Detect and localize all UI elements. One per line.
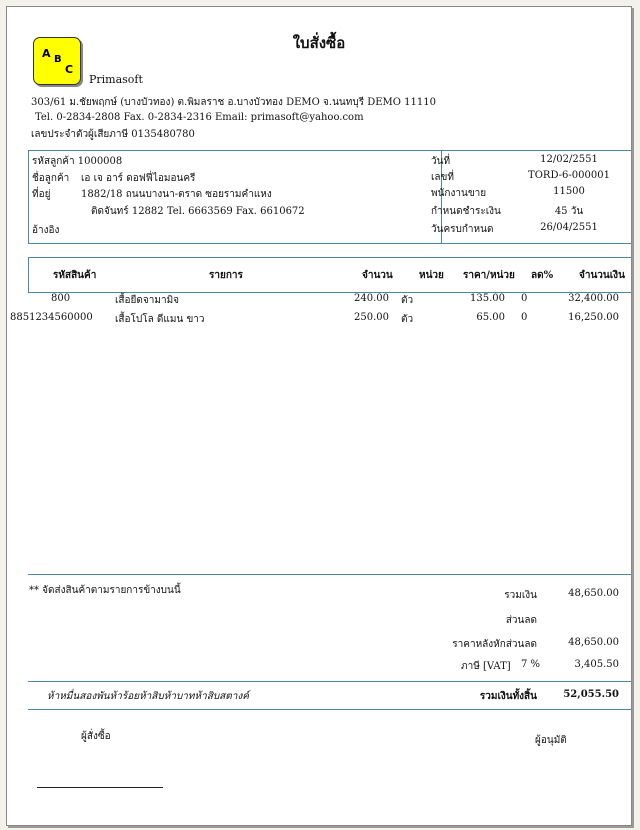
total-value: 48,650.00 [568, 588, 619, 599]
row-discount: 0 [521, 293, 528, 304]
signature-line [37, 787, 163, 788]
row-code: 800 [51, 293, 71, 304]
col-unit-price: ราคา/หน่วย [463, 270, 515, 281]
orderer-signature-label: ผู้สั่งซื้อ [81, 731, 111, 742]
summary-top-border [28, 574, 632, 575]
grand-total-label: รวมเงินทั้งสิ้น [479, 691, 537, 702]
customer-address-line1: 1882/18 ถนนบางนา-ตราด ซอยรามคำแหง [81, 189, 272, 200]
doc-number-value: TORD-6-000001 [528, 170, 610, 181]
doc-date-value: 12/02/2551 [540, 154, 598, 165]
salesperson-value: 11500 [553, 186, 585, 197]
col-discount: ลด% [531, 270, 554, 281]
customer-address-label: ที่อยู่ [32, 189, 51, 200]
col-product-code: รหัสสินค้า [53, 270, 97, 281]
payment-term-label: กำหนดชำระเงิน [431, 206, 501, 217]
reference-label: อ้างอิง [32, 225, 60, 236]
grand-total-top-border [28, 681, 632, 682]
vat-value: 3,405.50 [574, 659, 619, 670]
row-amount: 32,400.00 [568, 293, 619, 304]
row-amount: 16,250.00 [568, 312, 619, 323]
due-date-value: 26/04/2551 [540, 222, 598, 233]
table-row [7, 312, 631, 328]
salesperson-label: พนักงานขาย [431, 188, 487, 199]
vat-rate: 7 % [521, 659, 541, 670]
col-quantity: จำนวน [362, 270, 393, 281]
row-unit: ตัว [401, 295, 414, 306]
doc-number-label: เลขที่ [431, 172, 454, 183]
items-table-header [28, 257, 632, 293]
after-discount-value: 48,650.00 [568, 637, 619, 648]
doc-date-label: วันที่ [431, 156, 451, 167]
company-tax-id: เลขประจำตัวผู้เสียภาษี 0135480780 [31, 129, 195, 140]
logo-letter-b: B [54, 54, 62, 65]
row-price: 65.00 [476, 312, 505, 323]
col-description: รายการ [209, 270, 243, 281]
row-unit: ตัว [401, 314, 414, 325]
discount-label: ส่วนลด [505, 615, 537, 626]
customer-code: รหัสลูกค้า 1000008 [32, 156, 123, 167]
row-code: 8851234560000 [10, 312, 93, 323]
amount-in-words: ห้าหมื่นสองพันห้าร้อยห้าสิบห้าบาทห้าสิบสตางค์ [47, 691, 249, 702]
due-date-label: วันครบกำหนด [431, 224, 494, 235]
company-address: 303/61 ม.ชัยพฤกษ์ (บางบัวทอง) ต.พิมลราช อ.บางบัวทอง DEMO จ.นนทบุรี DEMO 11110 [31, 97, 436, 108]
delivery-note: ** จัดส่งสินค้าตามรายการข้างบนนี้ [29, 585, 181, 596]
row-price: 135.00 [470, 293, 505, 304]
logo-letter-a: A [42, 47, 51, 60]
col-unit: หน่วย [419, 270, 444, 281]
row-quantity: 240.00 [354, 293, 389, 304]
after-discount-label: ราคาหลังหักส่วนลด [452, 639, 537, 650]
row-quantity: 250.00 [354, 312, 389, 323]
grand-total-value: 52,055.50 [563, 689, 619, 700]
purchase-order-page [6, 6, 632, 826]
col-amount: จำนวนเงิน [579, 270, 625, 281]
customer-name-label: ชื่อลูกค้า [32, 173, 70, 184]
company-name: Primasoft [89, 73, 143, 86]
customer-info-box [28, 150, 632, 244]
company-logo [33, 37, 81, 85]
row-description: เสื้อยืดจามามิจ [115, 295, 180, 306]
customer-address-line2: ติดจันทร์ 12882 Tel. 6663569 Fax. 6610672 [91, 206, 305, 217]
document-title: ใบสั่งซื้อ [292, 34, 346, 52]
grand-total-bottom-border [28, 709, 632, 710]
logo-letter-c: C [65, 63, 74, 76]
payment-term-value: 45 วัน [554, 206, 584, 217]
total-label: รวมเงิน [504, 590, 537, 601]
row-discount: 0 [521, 312, 528, 323]
table-row [7, 293, 631, 309]
customer-name: เอ เจ อาร์ ดอฟฟี่ไอมอนครี [81, 173, 196, 184]
company-contact: Tel. 0-2834-2808 Fax. 0-2834-2316 Email: primasoft@yahoo.com [35, 112, 364, 123]
vat-label: ภาษี [VAT] [461, 661, 511, 672]
row-description: เสื้อโปโล ดีแมน ขาว [115, 314, 205, 325]
approver-signature-label: ผู้อนุมัติ [535, 735, 567, 746]
